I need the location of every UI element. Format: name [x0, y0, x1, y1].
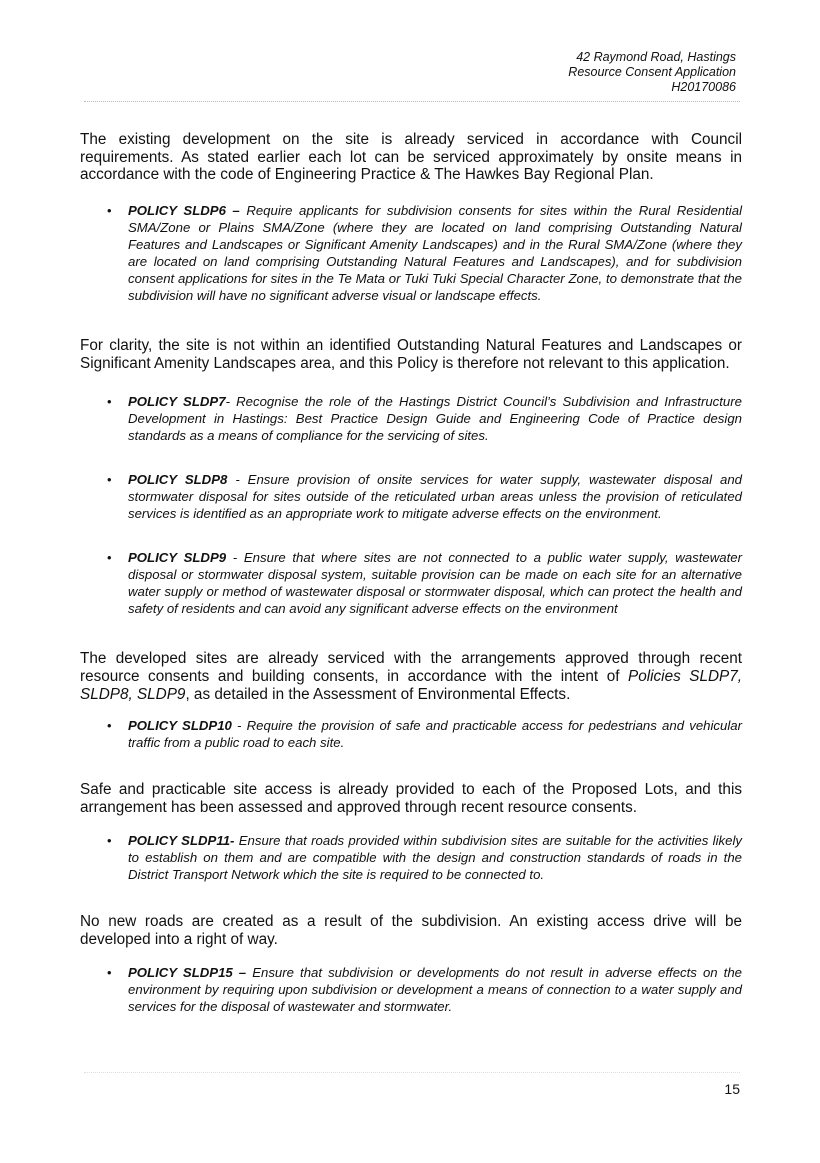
- policy-list-servicing: [80, 393, 742, 618]
- page-header: [568, 50, 736, 95]
- policy-code: POLICY SLDP9: [128, 550, 227, 566]
- policy-code: POLICY SLDP10: [128, 718, 232, 734]
- header-address: 42 Raymond Road, Hastings: [576, 50, 736, 64]
- policy-text: - Require the provision of safe and practicable access for pedestrians and vehicular traffic from a public road to each site.: [128, 718, 742, 751]
- policies-reference: Policies SLDP7, SLDP8, SLDP9: [80, 668, 742, 703]
- document-body: [80, 131, 742, 1015]
- policy-item-sldp6: [107, 202, 742, 305]
- paragraph-developed-sites-end: , as detailed in the Assessment of Environmental Effects.: [185, 685, 571, 703]
- header-reference: H20170086: [671, 80, 736, 94]
- bullet-icon: •: [107, 471, 112, 487]
- policy-text: Require applicants for subdivision consents for sites within the Rural Residential SMA/Zone or Plains SMA/Zone (where they are located on land comprising Outstanding Natural Features and Landscapes or Significant Amenity Landscapes) and in the Rural SMA/Zone (where they are located on land comprising Outstanding Natural Features and Landscapes), and for subdivision consent applications for sites in the Te Mata or Tuki Tuki Special Character Zone, to demonstrate that the subdivision will have no significant adverse visual or landscape effects.: [128, 202, 742, 304]
- paragraph-roads: No new roads are created as a result of the subdivision. An existing access drive will be developed into a right of way.: [80, 912, 742, 948]
- policy-text: - Ensure provision of onsite services for water supply, wastewater disposal and stormwater disposal for sites outside of the reticulated urban areas unless the provision of reticulated services is identified as an appropriate work to mitigate adverse effects on the environment.: [128, 471, 743, 521]
- paragraph-servicing: The existing development on the site is already serviced in accordance with Council requirements. As stated earlier each lot can be serviced approximately by onsite means in accordance with the code of Engineering Practice & The Hawkes Bay Regional Plan.: [80, 131, 742, 184]
- policy-list-sldp11: [80, 832, 742, 883]
- policy-code: POLICY SLDP11-: [128, 832, 235, 848]
- policy-list-sldp15: [80, 964, 742, 1015]
- bullet-icon: •: [107, 550, 112, 566]
- bullet-icon: •: [107, 393, 112, 409]
- policy-text: Ensure that subdivision or developments do not result in adverse effects on the environment by requiring upon subdivision or development a means of connection to a water supply and services for the disposal of wastewater and stormwater.: [128, 965, 742, 1015]
- header-divider: [84, 101, 740, 102]
- policy-item-sldp10: [107, 717, 742, 751]
- policy-code: POLICY SLDP7: [128, 393, 226, 409]
- paragraph-clarity: For clarity, the site is not within an identified Outstanding Natural Features and Landscapes or Significant Amenity Landscapes area, and this Policy is therefore not relevant to this application.: [80, 337, 742, 372]
- policy-list-sldp10: [80, 717, 742, 751]
- paragraph-developed-sites-start: The developed sites are already serviced with the arrangements approved through recent resource consents and building consents, in accordance with the intent of: [80, 650, 742, 686]
- policy-item-sldp11: [107, 832, 742, 883]
- header-doc-type: Resource Consent Application: [568, 65, 736, 79]
- paragraph-developed-sites: [80, 650, 742, 703]
- policy-item-sldp15: [107, 964, 742, 1015]
- policy-code: POLICY SLDP6 –: [128, 202, 240, 218]
- policy-item-sldp7: [107, 393, 742, 444]
- policy-code: POLICY SLDP8: [128, 471, 228, 487]
- policy-text: Ensure that roads provided within subdivision sites are suitable for the activities likely to establish on them and are compatible with the design and construction standards of roads in the District Transport Network which the site is required to be connected to.: [128, 832, 742, 882]
- bullet-icon: •: [107, 965, 112, 981]
- policy-item-sldp8: [107, 471, 743, 522]
- policy-item-sldp9: [107, 549, 742, 617]
- policy-text: - Ensure that where sites are not connected to a public water supply, wastewater disposal or stormwater disposal system, suitable provision can be made on each site for an alternative water supply or method of wastewater disposal or stormwater disposal, which can protect the health and safety of residents and can avoid any significant adverse effects on the environment: [128, 550, 742, 617]
- footer-divider: [84, 1072, 740, 1073]
- paragraph-site-access: Safe and practicable site access is already provided to each of the Proposed Lots, and this arrangement has been assessed and approved through recent resource consents.: [80, 781, 742, 817]
- policy-list-sldp6: [80, 202, 742, 305]
- page-number: 15: [724, 1081, 740, 1097]
- policy-text: - Recognise the role of the Hastings District Council’s Subdivision and Infrastructure Development in Hastings: Best Practice Design Guide and Engineering Code of Practice design standards as a means of compliance for the servicing of sites.: [128, 393, 742, 443]
- bullet-icon: •: [107, 718, 112, 734]
- bullet-icon: •: [107, 832, 112, 848]
- bullet-icon: •: [107, 202, 112, 218]
- policy-code: POLICY SLDP15 –: [128, 965, 247, 981]
